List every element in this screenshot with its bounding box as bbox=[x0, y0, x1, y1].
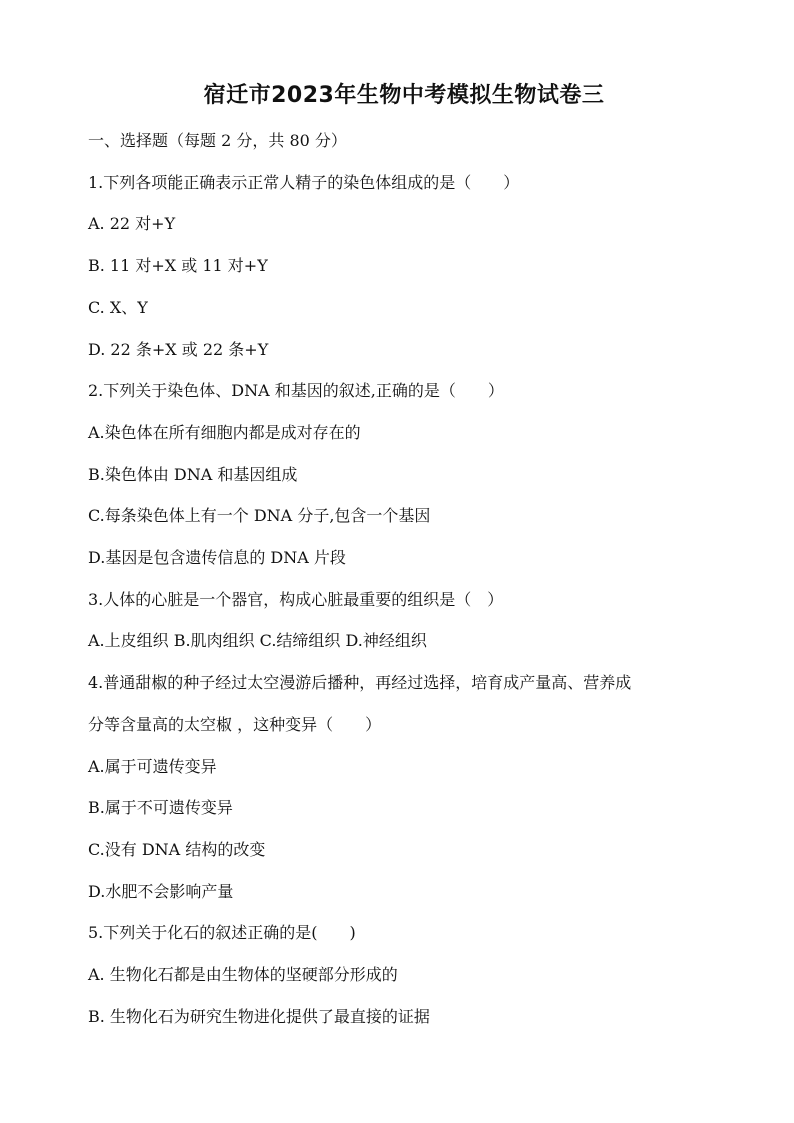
exam-title: 宿迁市2023年生物中考模拟生物试卷三 bbox=[203, 83, 605, 108]
question-1-stem: 1.下列各项能正确表示正常人精子的染色体组成的是（ ） bbox=[88, 172, 520, 192]
question-2-option-c: C.每条染色体上有一个 DNA 分子,包含一个基因 bbox=[88, 506, 431, 526]
question-5-stem: 5.下列关于化石的叙述正确的是( ) bbox=[88, 923, 356, 943]
question-5-option-b: B. 生物化石为研究生物进化提供了最直接的证据 bbox=[88, 1006, 430, 1026]
question-4-stem-line-2: 分等含量高的太空椒 ，这种变异（ ） bbox=[88, 714, 382, 734]
section-heading: 一、选择题（每题 2 分，共 80 分） bbox=[88, 131, 347, 150]
question-4-option-c: C.没有 DNA 结构的改变 bbox=[88, 839, 266, 859]
question-3-options: A.上皮组织 B.肌肉组织 C.结缔组织 D.神经组织 bbox=[88, 631, 427, 651]
question-4-option-a: A.属于可遗传变异 bbox=[88, 756, 217, 776]
question-4-option-d: D.水肥不会影响产量 bbox=[88, 881, 234, 901]
question-2-stem: 2.下列关于染色体、DNA 和基因的叙述,正确的是（ ） bbox=[88, 381, 504, 401]
question-4-option-b: B.属于不可遗传变异 bbox=[88, 798, 233, 818]
question-1-option-d: D. 22 条+X 或 22 条+Y bbox=[88, 339, 269, 359]
question-5-option-a: A. 生物化石都是由生物体的坚硬部分形成的 bbox=[88, 965, 398, 985]
question-1-option-a: A. 22 对+Y bbox=[88, 214, 176, 234]
question-1-option-c: C. X、Y bbox=[88, 297, 148, 317]
question-4-stem-line-1: 4.普通甜椒的种子经过太空漫游后播种，再经过选择，培育成产量高、营养成 bbox=[88, 673, 632, 693]
question-1-option-b: B. 11 对+X 或 11 对+Y bbox=[88, 256, 268, 276]
question-2-option-b: B.染色体由 DNA 和基因组成 bbox=[88, 464, 298, 484]
question-2-option-d: D.基因是包含遗传信息的 DNA 片段 bbox=[88, 548, 346, 568]
question-2-option-a: A.染色体在所有细胞内都是成对存在的 bbox=[88, 422, 361, 442]
question-3-stem: 3.人体的心脏是一个器官，构成心脏最重要的组织是（ ） bbox=[88, 589, 504, 609]
